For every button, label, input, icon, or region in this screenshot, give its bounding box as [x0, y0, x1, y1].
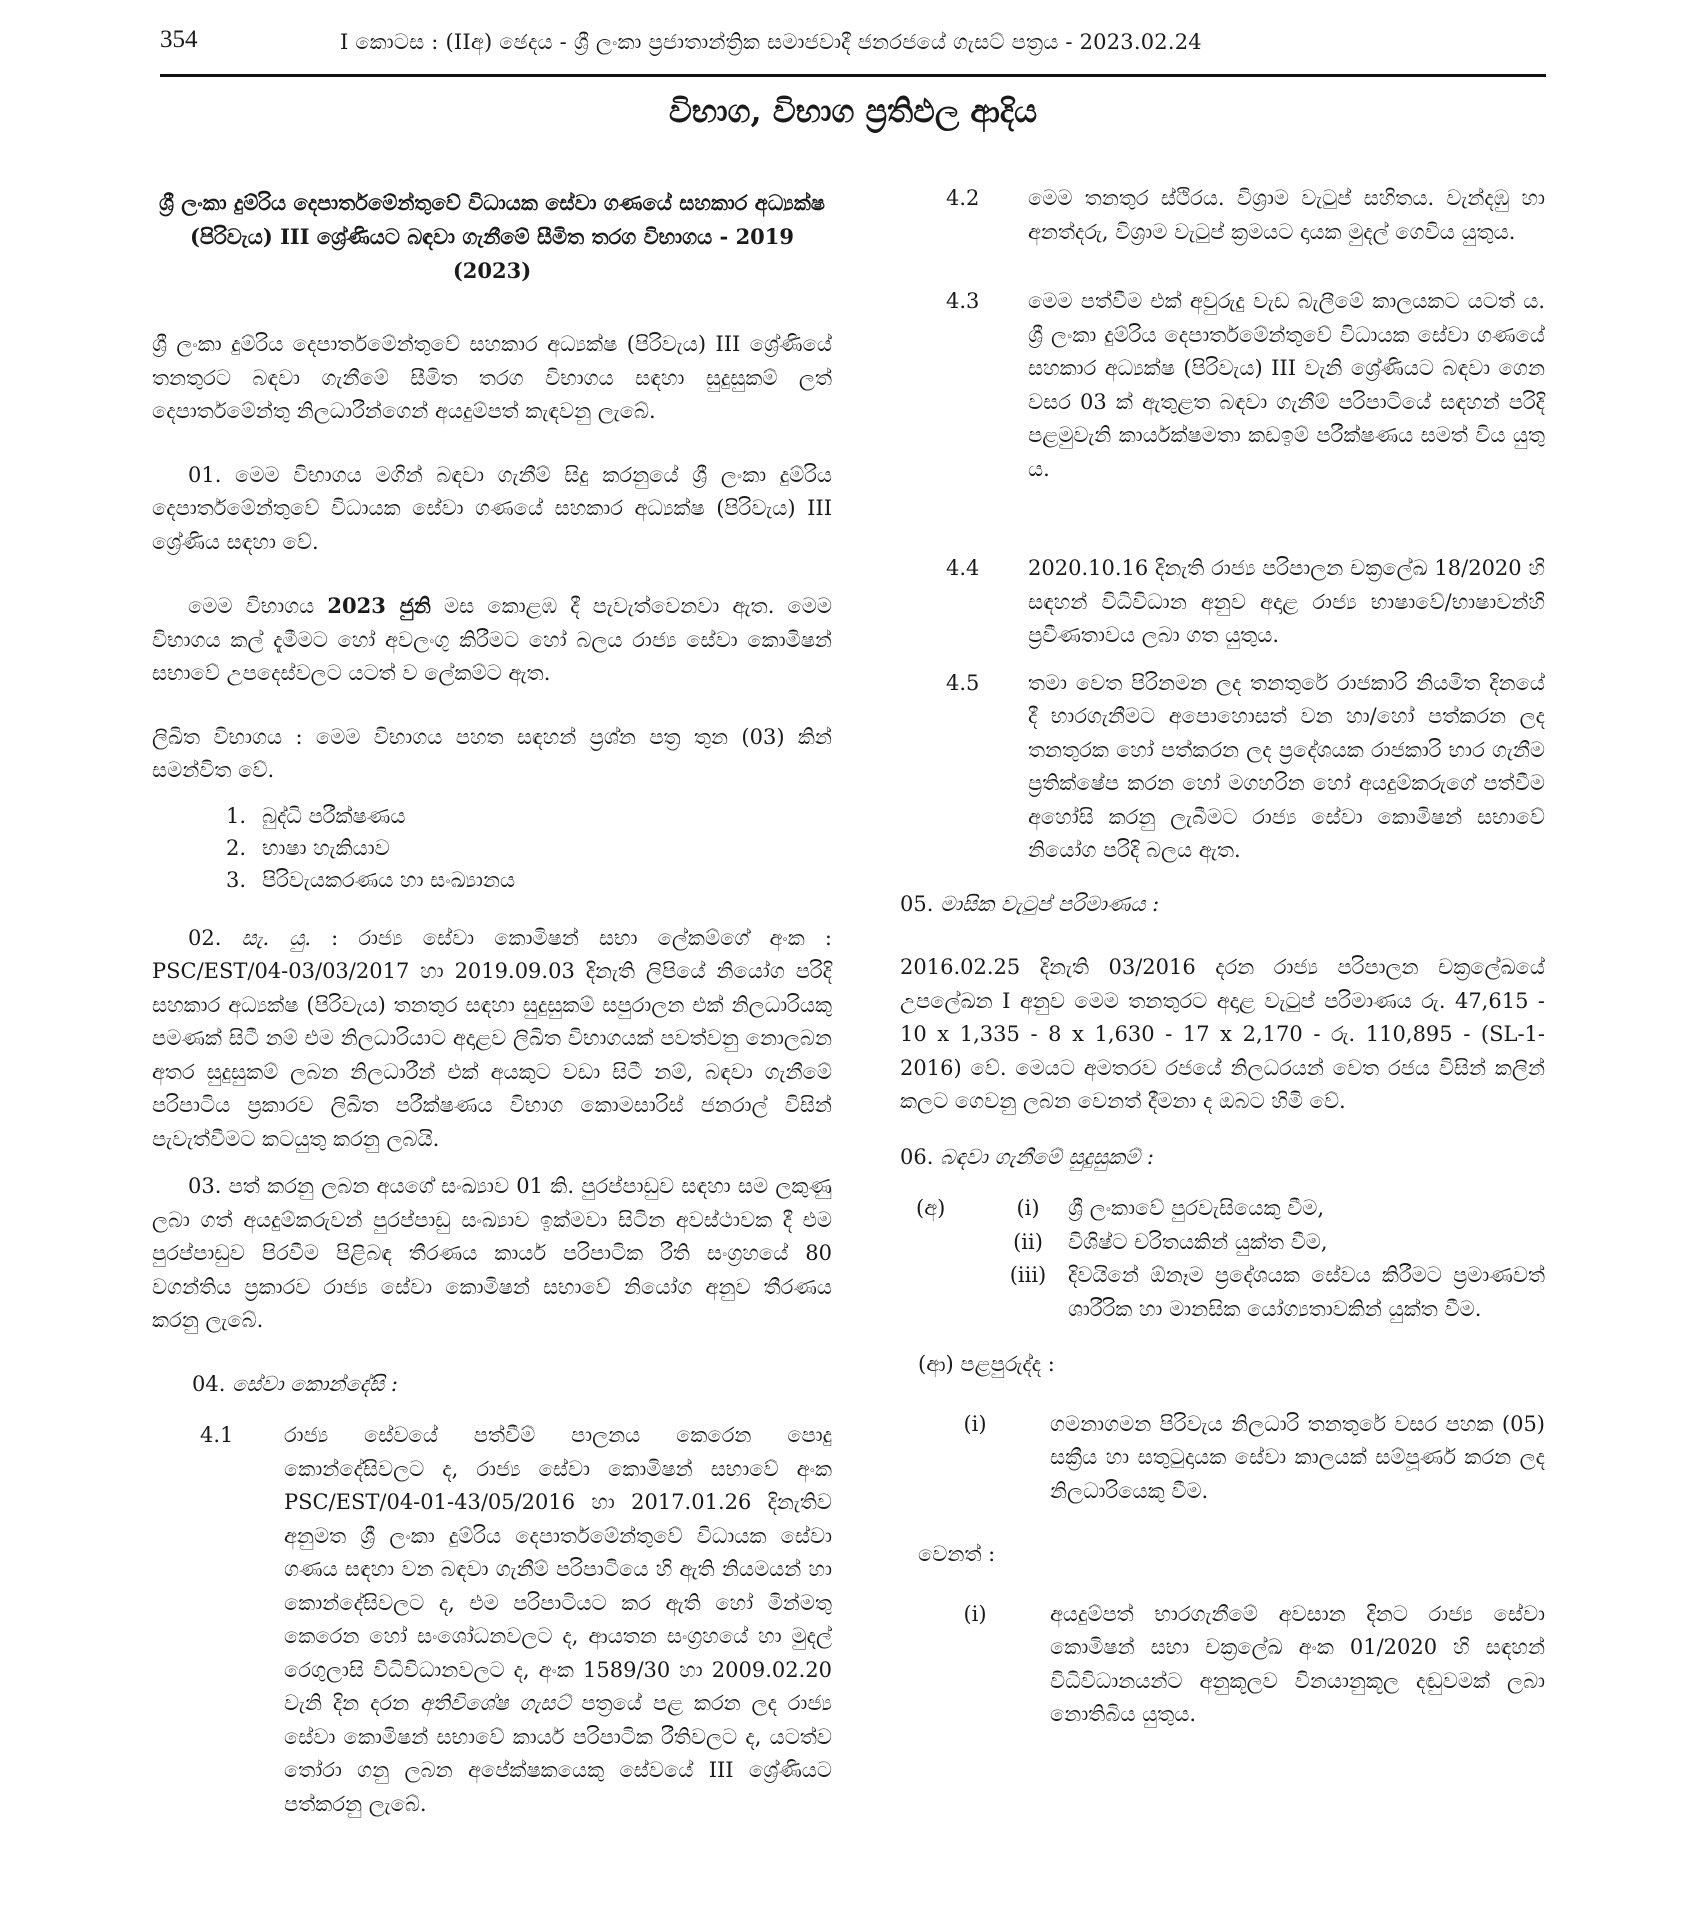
list-item: 2. භාෂා හැකියාව — [226, 835, 390, 860]
list-item: (i) ගමනාගමන පිරිවැය නිලධාරි තනතුරේ වසර පහක (05) සක්‍රීය හා සතුටුදායක සේවා කාලයක් සම්පූර්ණ කරන ලද නිලධාරියෙකු වීම. — [963, 1411, 1545, 1503]
list-item: 3. පිරිවැයකරණය හා සංඛ්‍යානය — [226, 867, 516, 892]
section-4-3: 4.3 මෙම පත්වීම එක් අවුරුදු වැඩ බැලීමේ කාලයකට යටත් ය. ශ්‍රී ලංකා දුම්රිය දෙපාර්තමේන්තුවේ විධායක සේවා ගණයේ සහකාර අධ්‍යක්ෂ (පිරිවැය) III වැනි ශ්‍රේණියට බඳවා ගෙන වසර 03 ක් ඇතුළත බඳවා ගැනීම් පරිපාටියේ සඳහන් පරිදි පළමුවැනි කාර්යක්ෂමතා කඩඉම් පරීක්ෂණය සමත් විය යුතු ය. — [946, 289, 1545, 481]
section-4-1: 4.1 රාජ්‍ය සේවයේ පත්වීම් පාලනය කෙරෙන පොදු කොන්දේසිවලට ද, රාජ්‍ය සේවා කොමිෂන් සභාවේ අංක PSC/EST/04-01-43/05/2016 හා 2017.01.26 දිනැතිව අනුමත ශ්‍රී ලංකා දුම්රිය දෙපාර්තමේන්තුවේ විධායක සේවා ගණය සඳහා වන බඳවා ගැනීම් පරිපාටියෙ හි ඇති නියමයන් හා කොන්දේසිවලට ද, එම පරිපාටියට කර ඇති හෝ මින්මතු කෙරෙන හෝ සංශෝධනවලට ද, ආයතන සංග්‍රහයේ හා මුදල් රෙගුලාසි විධිවිධානවලට ද, අංක 1589/30 හා 2009.02.20 වැනි දින දරන අතිවිශේෂ ගැසට් පත්‍රයේ පළ කරන ලද රාජ්‍ය සේවා කොමිෂන් සභාවේ කාර්ය පරිපාටික රීතිවලට ද, යටත්ව තෝරා ගනු ලබන අපේක්ෂකයෙකු සේවයේ III ශ්‍රේණියට පත්කරනු ලැබේ. — [200, 1423, 832, 1816]
section-4-5: 4.5 තමා වෙත පිරිනමන ලද තනතුරේ රාජකාරි නියමිත දිනයේ දී භාරගැනීමට අපොහොසත් වන හා/හෝ පත්කරන ලද තනතුරක හෝ පත්කරන ලද ප්‍රදේශයක රාජකාරි භාර ගැනීම ප්‍රතික්ෂේප කරන හෝ මගහරින හෝ අයදුම්කරුගේ පත්වීම අහෝසි කරනු ලැබීමට රාජ්‍ය සේවා කොමිෂන් සභාවේ නියෝග පරිදි බලය ඇත. — [946, 670, 1545, 862]
left-column — [152, 182, 832, 1847]
experience-heading: (ආ) පළපුරුද්ද : — [918, 1352, 1055, 1376]
paragraph-04-heading: 04. සේවා කොන්දේසි : — [192, 1371, 398, 1396]
intro-paragraph: ශ්‍රී ලංකා දුම්රිය දෙපාර්තමේන්තුවේ සහකාර අධ්‍යක්ෂ (පිරිවැය) III ශ්‍රේණියේ තනතුරට බඳවා ගැනීමේ සීමිත තරග විභාගය සඳහා සුදුසුකම් ලත් දෙපාර්තමේන්තු නිලධාරීන්ගෙන් අයදුම්පත් කැඳවනු ලැබේ. — [152, 332, 832, 423]
exam-date-bold: 2023 ජුනි — [327, 593, 431, 618]
paragraph-05-heading: 05. මාසික වැටුප් පරිමාණය : — [900, 891, 1160, 916]
list-item: (iii) දිවයිනේ ඕනෑම ප්‍රදේශයක සේවය කිරීමට ප්‍රමාණවත් ශාරීරික හා මානසික යෝග්‍යතාවකින් යුක්ත වීම. — [1009, 1263, 1545, 1321]
paragraph-02: 02. සැ. යු. : රාජ්‍ය සේවා කොමිෂන් සභා ලේකම්ගේ අංක : PSC/EST/04-03/03/2017 හා 2019.09.03 දිනැති ලිපියේ නියෝග පරිදි සහකාර අධ්‍යක්ෂ (පිරිවැය) තනතුර සඳහා සුදුසුකම් සපුරාලන එක් නිලධාරියකු පමණක් සිටී නම් එම නිලධාරියාට අදාළව ලිඛිත විභාගයක් පවත්වනු නොලබන අතර සුදුසුකම් ලබන නිලධාරීන් එක් අයකුට වඩා සිටී නම්, බඳවා ගැනීමේ පරිපාටිය ප්‍රකාරව ලිඛිත පරීක්ෂණය විභාග කොමසාරිස් ජනරාල් විසින් පැවැත්වීමට කටයුතු කරනු ලබයි. — [152, 925, 833, 1151]
gazette-extraordinary: අතිවිශේෂ ගැසට් — [419, 1691, 571, 1715]
right-column — [900, 182, 1545, 1762]
note-abbrev: සැ. යු. — [241, 925, 312, 950]
section-4-4: 4.4 2020.10.16 දිනැති රාජ්‍ය පරිපාලන චක්‍රලේඛ 18/2020 හි සඳහන් විධිවිධාන අනුව අදාළ රාජ්‍ය භාෂාවේ/භාෂාවන්හි ප්‍රවීණතාවය ලබා ගත යුතුය. — [946, 556, 1545, 647]
list-item: (අ) (i) ශ්‍රී ලංකාවේ පුරවැසියෙකු වීම, — [916, 1196, 1325, 1220]
papers-list — [152, 800, 832, 896]
paragraph-06-heading: 06. බඳවා ගැනීමේ සුදුසුකම් : — [900, 1144, 1154, 1169]
paragraph-03: 03. පත් කරනු ලබන අයගේ සංඛ්‍යාව 01 කි. පුරප්පාඩුව සඳහා සම ලකුණු ලබා ගත් අයදුම්කරුවන් පුරප්පාඩු සංඛ්‍යාව ඉක්මවා සිටින අවස්ථාවක දී එම පුරප්පාඩුව පිරවීම පිළිබඳ තීරණය කාර්ය පරිපාටික රීති සංග්‍රහයේ 80 වගන්තිය ප්‍රකාරව රාජ්‍ය සේවා කොමිෂන් සභාවේ නියෝග අනුව තීරණය කරනු ලැබේ. — [152, 1174, 832, 1332]
written-exam-paragraph: ලිඛිත විභාගය : මෙම විභාගය පහත සඳහන් ප්‍රශ්න පත්‍ර තුන (03) කින් සමන්විත වේ. — [152, 724, 832, 782]
running-header: I කොටස : (IIඅ) ඡෙදය - ශ්‍රී ලංකා ප්‍රජාතාන්ත්‍රික සමාජවාදී ජනරජයේ ගැසට් පත්‍රය - 2023.02.24 — [340, 30, 1202, 54]
list-item: (i) අයදුම්පත් භාරගැනීමේ අවසාන දිනට රාජ්‍ය සේවා කොමිෂන් සභා චක්‍රලේඛ අංක 01/2020 හි සඳහන් විධිවිධානයන්ට අනුකූලව විනයානුකූල දඬුවමක් ලබා නොතිබිය යුතුය. — [963, 1601, 1545, 1726]
section-title: විභාග, විභාග ප්‍රතිඵල ආදිය — [668, 92, 1038, 130]
list-item: (ii) විශිෂ්ට චරිතයකින් යුක්ත වීම, — [1013, 1229, 1328, 1254]
salary-scale-paragraph: 2016.02.25 දිනැති 03/2016 දරන රාජ්‍ය පරිපාලන චක්‍රලේඛයේ උපලේඛන I අනුව මෙම තනතුරට අදාළ වැටුප් පරිමාණය රු. 47,615 - 10 x 1,335 - 8 x 1,630 - 17 x 2,170 - රු. 110,895 - (SL-1-2016) වේ. මෙයට අමතරව රජයේ නිලධරයන් වෙත රජය විසින් කලින් කලට ගෙවනු ලබන වෙනත් දීමනා ද ඔබට හිමි වේ. — [900, 955, 1545, 1113]
notice-title: ශ්‍රී ලංකා දුම්රිය දෙපාර්තමේන්තුවේ විධායක සේවා ගණයේ සහකාර අධ්‍යක්ෂ (පිරිවැය) III ශ්‍රේණියට බඳවා ගැනීමේ සීමිත තරග විභාගය - 2019 (2023) — [158, 190, 825, 283]
section-4-2: 4.2 මෙම තනතුර ස්ථිරය. විශ්‍රාම වැටුප් සහිතය. වැන්දඹු හා අනත්දරු, විශ්‍රාම වැටුප් ක්‍රමයට දායක මුදල් ගෙවිය යුතුය. — [946, 186, 1545, 244]
other-heading: වෙනත් : — [918, 1542, 996, 1566]
header-rule — [160, 74, 1546, 77]
list-item: 1. බුද්ධි පරීක්ෂණය — [226, 803, 406, 828]
paragraph-01: 01. මෙම විභාගය මගින් බඳවා ගැනීම් සිදු කරනුයේ ශ්‍රී ලංකා දුම්රිය දෙපාර්තමේන්තුවේ විධායක සේවා ගණයේ සහකාර අධ්‍යක්ෂ (පිරිවැය) III ශ්‍රේණිය සඳහා වේ. — [152, 462, 832, 554]
exam-date-text: මෙම විභාගය — [188, 594, 328, 618]
eligibility-a-list — [900, 1192, 1545, 1326]
exam-date-text-cont: මස කොළඹ දී පැවැත්වෙනවා ඇත. මෙම විභාගය කල් දැමීමට හෝ අවලංගු කිරීමට හෝ බලය රාජ්‍ය සේවා කොමිෂන් සභාවේ උපදෙස්වලට යටත් ව ලේකම්ට ඇත. — [152, 594, 833, 685]
page-number: 354 — [160, 26, 198, 53]
exam-date-paragraph — [152, 589, 832, 691]
